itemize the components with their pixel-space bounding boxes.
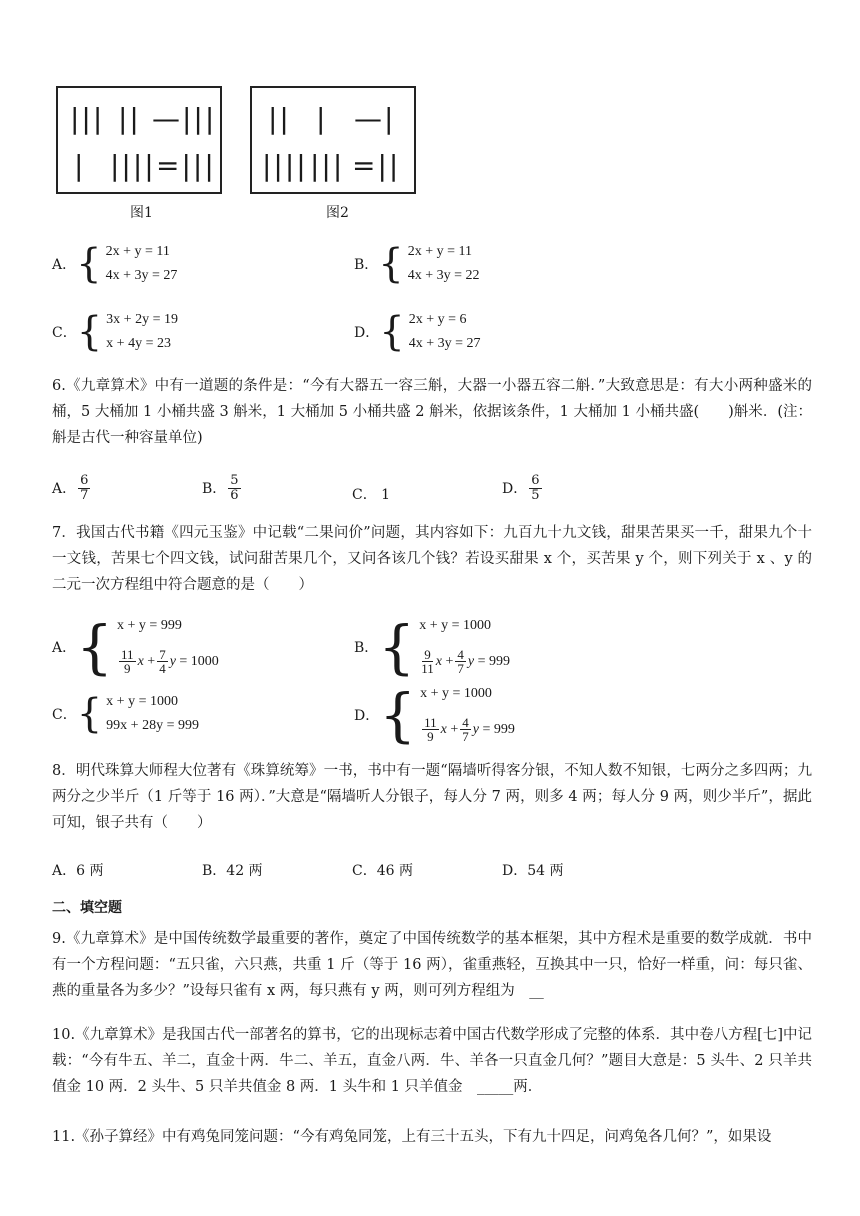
equation: 99x + 28y = 999 (106, 718, 199, 733)
q8-option-d[interactable]: D．54 两 (502, 863, 564, 879)
fraction (529, 474, 541, 502)
left-brace-icon: { (76, 691, 103, 737)
rod-numeral: || (268, 102, 291, 135)
equation: x + y = 1000 (420, 686, 492, 701)
section-heading: 二、填空题 (52, 900, 122, 916)
option-label: B． (354, 640, 379, 656)
denominator: 6 (230, 487, 239, 503)
q6-option-a[interactable] (52, 474, 92, 502)
denominator: 9 (124, 661, 131, 677)
equation: $\frac{11}{9}$ x + $\frac{4}{7}$ y = 999 (424, 714, 515, 745)
equation-rhs: = 1000 (179, 653, 219, 669)
numerator: 5 (230, 473, 239, 488)
q8-option-b[interactable]: B．42 两 (202, 863, 263, 879)
equation: 2x + y = 11 (105, 244, 170, 259)
question-11: 11.《孙子算经》中有鸡兔同笼问题：“今有鸡兔同笼，上有三十五头，下有九十四足，问鸡兔各几何？”，如果设 (52, 1129, 772, 1145)
rod-numeral: | (74, 149, 86, 182)
numerator: 4 (457, 646, 464, 662)
q7-option-a[interactable] (52, 613, 219, 681)
numerator: 11 (121, 646, 134, 662)
q6-option-c[interactable] (352, 484, 390, 504)
rod-numeral: ||| (70, 102, 105, 135)
q7-option-d[interactable] (354, 681, 515, 749)
equation: x + y = 1000 (106, 694, 178, 709)
rod-numeral: || (118, 102, 141, 135)
q6-option-b[interactable] (202, 474, 243, 502)
fraction (455, 648, 466, 676)
rod-numeral: —| (354, 102, 396, 135)
option-label: D． (502, 481, 528, 498)
figure-1-caption: 图1 (130, 205, 153, 221)
numerator: 6 (80, 473, 89, 488)
rod-numeral: —||| (152, 102, 217, 135)
question-6: 6.《九章算术》中有一道题的条件是：“今有大器五一容三斛，大器一小器五容二斛．”大致意思是：有大小两种盛米的桶，5 大桶加 1 小桶共盛 3 斛米，1 大桶加 5 小桶共盛 2 斛米，依据该条件，1 大桶加 1 小桶共盛( )斛米．(注：斛是古代一种容量单位) (52, 378, 812, 446)
denominator: 11 (421, 661, 434, 677)
left-brace-icon: { (378, 613, 416, 681)
numerator: 11 (424, 714, 437, 730)
equation: x + y = 999 (117, 618, 182, 633)
figure-2-caption: 图2 (326, 205, 349, 221)
equation: 2x + y = 6 (408, 312, 467, 327)
denominator: 9 (427, 729, 434, 745)
denominator: 7 (457, 661, 464, 677)
equation: x + y = 1000 (419, 618, 491, 633)
left-brace-icon: { (76, 613, 114, 681)
equation-system (409, 312, 481, 352)
denominator: 7 (80, 487, 89, 503)
q6-option-d[interactable] (502, 474, 544, 502)
option-label: B． (354, 257, 379, 273)
rod-numeral: ||| (310, 149, 345, 182)
left-brace-icon: { (378, 241, 404, 287)
numerator: 7 (159, 646, 166, 662)
equation-rhs: = 999 (482, 721, 515, 737)
question-8: 8．明代珠算大师程大位著有《珠算统筹》一书，书中有一题“隔墙听得客分银，不知人数不知银，七两分之多四两；九两分之少半斤（1 斤等于 16 两）．”大意是“隔墙听人分银子，每人分 7 两，则多 4 两；每人分 9 两，则少半斤”，据此可知，银子共有（ ） (52, 763, 812, 831)
left-brace-icon: { (76, 309, 103, 355)
figure-1-box (56, 86, 222, 194)
q5-option-a[interactable] (52, 241, 178, 287)
equation-system (117, 618, 219, 676)
equation-system (419, 618, 510, 676)
option-value: 1 (381, 487, 391, 503)
option-label: D． (354, 708, 380, 724)
denominator: 5 (531, 487, 540, 503)
option-label: B． (202, 481, 227, 498)
numerator: 6 (531, 473, 540, 488)
equation-rhs: = 999 (477, 653, 510, 669)
fraction (119, 648, 136, 676)
rod-numeral: =|| (352, 149, 401, 182)
equation-system (106, 312, 178, 352)
option-label: A． (52, 481, 77, 498)
rod-numeral: |||| (262, 149, 308, 182)
numerator: 4 (462, 714, 469, 730)
left-brace-icon: { (379, 681, 417, 749)
q5-option-d[interactable] (354, 309, 481, 355)
equation-system (420, 686, 515, 744)
fraction (157, 648, 168, 676)
q5-option-b[interactable] (354, 241, 480, 287)
fraction (460, 716, 471, 744)
equation-system (106, 694, 199, 734)
fraction (421, 648, 434, 676)
q8-option-c[interactable]: C．46 两 (352, 863, 413, 879)
fraction (422, 716, 439, 744)
rod-numeral: =||| (156, 149, 216, 182)
rod-numeral: |||| (110, 149, 156, 182)
option-label: D． (354, 325, 380, 341)
equation: 4x + 3y = 27 (105, 268, 178, 283)
option-label: C． (352, 487, 377, 503)
equation-system (408, 244, 480, 284)
question-9: 9.《九章算术》是中国传统数学最重要的著作，奠定了中国传统数学的基本框架，其中方程术是重要的数学成就．书中有一个方程问题：“五只雀，六只燕，共重 1 斤（等于 16 两），雀重燕轻，互换其中一只，恰好一样重，问：每只雀、燕的重量各为多少？”设每只雀有 x 两，每只燕有 y 两，则可列方程组为 __ (52, 931, 812, 999)
equation: 4x + 3y = 27 (408, 336, 481, 351)
left-brace-icon: { (76, 241, 102, 287)
figure-2-box (250, 86, 416, 194)
equation: $\frac{9}{11}$ x + $\frac{4}{7}$ y = 999 (421, 646, 510, 677)
equation: $\frac{11}{9}$ x + $\frac{7}{4}$ y = 1000 (121, 646, 219, 677)
option-label: C． (52, 707, 77, 723)
q7-option-c[interactable] (52, 691, 199, 737)
question-10: 10.《九章算术》是我国古代一部著名的算书，它的出现标志着中国古代数学形成了完整的体系．其中卷八方程[七]中记载：“今有牛五、羊二，直金十两．牛二、羊五，直金八两．牛、羊各一只直金几何？”题目大意是：5 头牛、2 只羊共值金 10 两．2 头牛、5 只羊共值金 8 两．1 头牛和 1 只羊值金 _____两． (52, 1027, 812, 1095)
equation: x + 4y = 23 (106, 336, 171, 351)
denominator: 4 (159, 661, 166, 677)
question-7: 7．我国古代书籍《四元玉鉴》中记载“二果问价”问题，其内容如下：九百九十九文钱，甜果苦果买一千，甜果九个十一文钱，苦果七个四文钱，试问甜苦果几个，又问各该几个钱？若设买甜果 x 个，买苦果 y 个，则下列关于 x 、y 的二元一次方程组中符合题意的是（ ） (52, 525, 812, 593)
equation: 3x + 2y = 19 (106, 312, 178, 327)
numerator: 9 (424, 646, 431, 662)
fraction (228, 474, 240, 502)
equation-system (106, 244, 178, 284)
q7-option-b[interactable] (354, 613, 510, 681)
q8-option-a[interactable]: A．6 两 (52, 863, 104, 879)
equation: 4x + 3y = 22 (407, 268, 480, 283)
denominator: 7 (462, 729, 469, 745)
option-label: A． (52, 257, 77, 273)
equation: 2x + y = 11 (407, 244, 473, 259)
fraction (78, 474, 90, 502)
option-label: A． (52, 640, 77, 656)
left-brace-icon: { (379, 309, 405, 355)
rod-numeral: | (316, 102, 328, 135)
option-label: C． (52, 325, 77, 341)
q5-option-c[interactable] (52, 309, 178, 355)
